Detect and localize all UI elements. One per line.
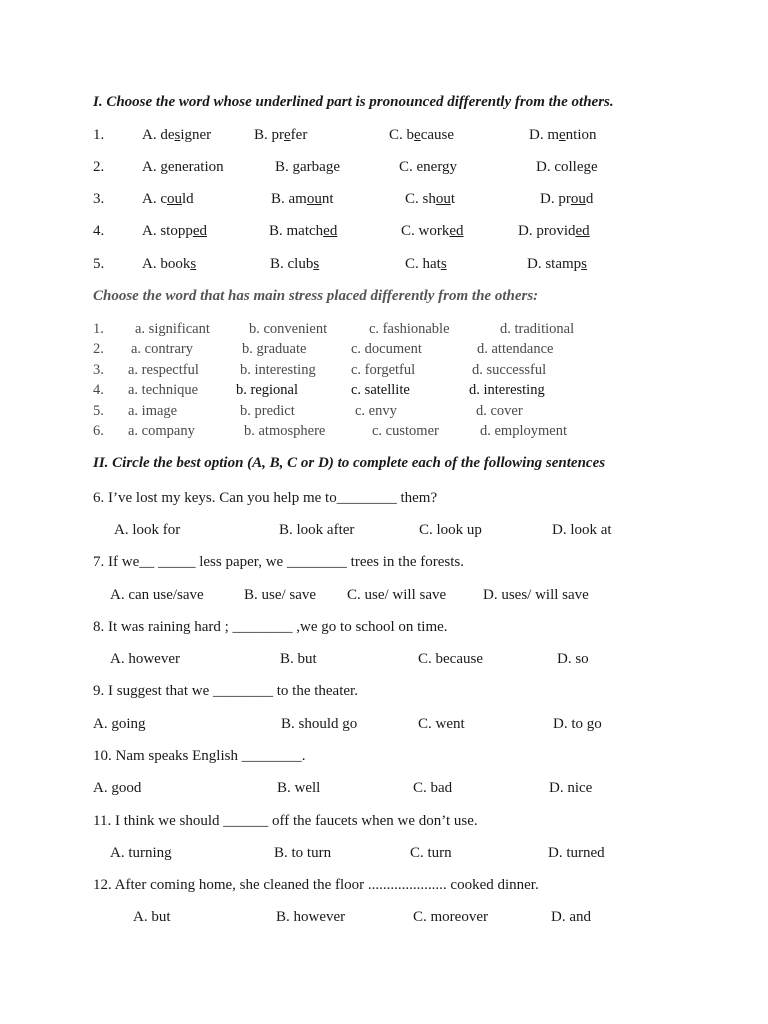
item-number: 1. xyxy=(93,321,104,337)
option-d[interactable]: d. successful xyxy=(472,362,547,378)
option-c[interactable]: C. energy xyxy=(399,159,458,175)
option-c[interactable]: C. worked xyxy=(401,223,464,239)
option-c[interactable]: c. document xyxy=(351,341,422,357)
option-c[interactable]: C. shout xyxy=(405,191,456,207)
option-a[interactable]: A. going xyxy=(93,716,146,732)
item-number: 1. xyxy=(93,127,105,143)
option-a[interactable]: A. generation xyxy=(142,159,224,175)
option-a[interactable]: A. designer xyxy=(142,127,212,143)
option-b[interactable]: B. use/ save xyxy=(244,587,317,603)
option-b[interactable]: B. to turn xyxy=(274,845,332,861)
option-c[interactable]: C. because xyxy=(418,651,483,667)
option-b[interactable]: b. regional xyxy=(236,382,299,398)
option-b[interactable]: b. predict xyxy=(240,403,295,419)
option-d[interactable]: D. uses/ will save xyxy=(483,587,589,603)
option-a[interactable]: a. respectful xyxy=(128,362,199,378)
option-d[interactable]: D. so xyxy=(557,651,589,667)
option-b[interactable]: B. matched xyxy=(269,223,338,239)
option-a[interactable]: A. can use/save xyxy=(110,587,204,603)
question-7: 7. If we__ _____ less paper, we ________ trees in the forests. xyxy=(93,554,464,570)
question-10: 10. Nam speaks English ________. xyxy=(93,748,306,764)
option-d[interactable]: D. stamps xyxy=(527,256,588,272)
option-a[interactable]: A. good xyxy=(93,780,142,796)
option-b[interactable]: B. garbage xyxy=(275,159,340,175)
option-b[interactable]: B. clubs xyxy=(270,256,320,272)
option-a[interactable]: A. but xyxy=(133,909,171,925)
option-a[interactable]: a. technique xyxy=(128,382,199,398)
item-number: 4. xyxy=(93,223,105,239)
question-8: 8. It was raining hard ; ________ ,we go to school on time. xyxy=(93,619,448,635)
option-b[interactable]: B. look after xyxy=(279,522,355,538)
option-b[interactable]: b. graduate xyxy=(242,341,307,357)
option-b[interactable]: B. but xyxy=(280,651,317,667)
option-b[interactable]: B. well xyxy=(277,780,321,796)
option-b[interactable]: b. interesting xyxy=(240,362,316,378)
question-9: 9. I suggest that we ________ to the theater. xyxy=(93,683,358,699)
option-d[interactable]: D. proud xyxy=(540,191,594,207)
option-c[interactable]: C. hats xyxy=(405,256,447,272)
option-d[interactable]: d. traditional xyxy=(500,321,575,337)
option-d[interactable]: d. employment xyxy=(480,423,567,439)
option-c[interactable]: C. went xyxy=(418,716,465,732)
option-a[interactable]: A. stopped xyxy=(142,223,208,239)
option-c[interactable]: C. turn xyxy=(410,845,452,861)
item-number: 6. xyxy=(93,423,104,439)
option-a[interactable]: a. image xyxy=(128,403,178,419)
option-a[interactable]: A. however xyxy=(110,651,180,667)
item-number: 5. xyxy=(93,256,105,272)
option-c[interactable]: c. fashionable xyxy=(369,321,450,337)
option-a[interactable]: a. significant xyxy=(135,321,210,337)
option-d[interactable]: D. college xyxy=(536,159,598,175)
option-a[interactable]: A. turning xyxy=(110,845,172,861)
item-number: 2. xyxy=(93,341,104,357)
option-c[interactable]: c. forgetful xyxy=(351,362,416,378)
option-c[interactable]: C. because xyxy=(389,127,454,143)
option-c[interactable]: c. envy xyxy=(355,403,397,419)
option-c[interactable]: C. bad xyxy=(413,780,453,796)
option-d[interactable]: D. mention xyxy=(529,127,597,143)
option-b[interactable]: B. however xyxy=(276,909,346,925)
section-2-heading: II. Circle the best option (A, B, C or D) to complete each of the following sentences xyxy=(93,455,606,471)
item-number: 3. xyxy=(93,191,105,207)
option-a[interactable]: A. books xyxy=(142,256,197,272)
option-b[interactable]: b. convenient xyxy=(249,321,328,337)
option-a[interactable]: A. could xyxy=(142,191,194,207)
option-d[interactable]: d. cover xyxy=(476,403,523,419)
item-number: 2. xyxy=(93,159,105,175)
option-b[interactable]: B. should go xyxy=(281,716,358,732)
stress-heading: Choose the word that has main stress placed differently from the others: xyxy=(93,288,539,304)
question-11: 11. I think we should ______ off the faucets when we don’t use. xyxy=(93,813,478,829)
option-c[interactable]: c. customer xyxy=(372,423,439,439)
option-a[interactable]: a. contrary xyxy=(131,341,193,357)
item-number: 3. xyxy=(93,362,104,378)
option-d[interactable]: D. nice xyxy=(549,780,593,796)
option-d[interactable]: D. look at xyxy=(552,522,612,538)
option-b[interactable]: B. prefer xyxy=(254,127,308,143)
option-b[interactable]: b. atmosphere xyxy=(244,423,326,439)
option-c[interactable]: C. look up xyxy=(419,522,482,538)
item-number: 4. xyxy=(93,382,104,398)
question-6: 6. I’ve lost my keys. Can you help me to________ them? xyxy=(93,490,438,506)
option-a[interactable]: a. company xyxy=(128,423,195,439)
option-d[interactable]: D. to go xyxy=(553,716,602,732)
option-c[interactable]: C. moreover xyxy=(413,909,488,925)
item-number: 5. xyxy=(93,403,104,419)
option-d[interactable]: D. provided xyxy=(518,223,590,239)
option-b[interactable]: B. amount xyxy=(271,191,334,207)
option-d[interactable]: D. and xyxy=(551,909,591,925)
option-c[interactable]: c. satellite xyxy=(351,382,410,398)
question-12: 12. After coming home, she cleaned the floor ..................... cooked dinner. xyxy=(93,877,539,893)
option-c[interactable]: C. use/ will save xyxy=(347,587,447,603)
option-d[interactable]: d. interesting xyxy=(469,382,545,398)
section-1-heading: I. Choose the word whose underlined part is pronounced differently from the others. xyxy=(93,94,614,110)
option-d[interactable]: D. turned xyxy=(548,845,605,861)
option-d[interactable]: d. attendance xyxy=(477,341,554,357)
option-a[interactable]: A. look for xyxy=(114,522,181,538)
